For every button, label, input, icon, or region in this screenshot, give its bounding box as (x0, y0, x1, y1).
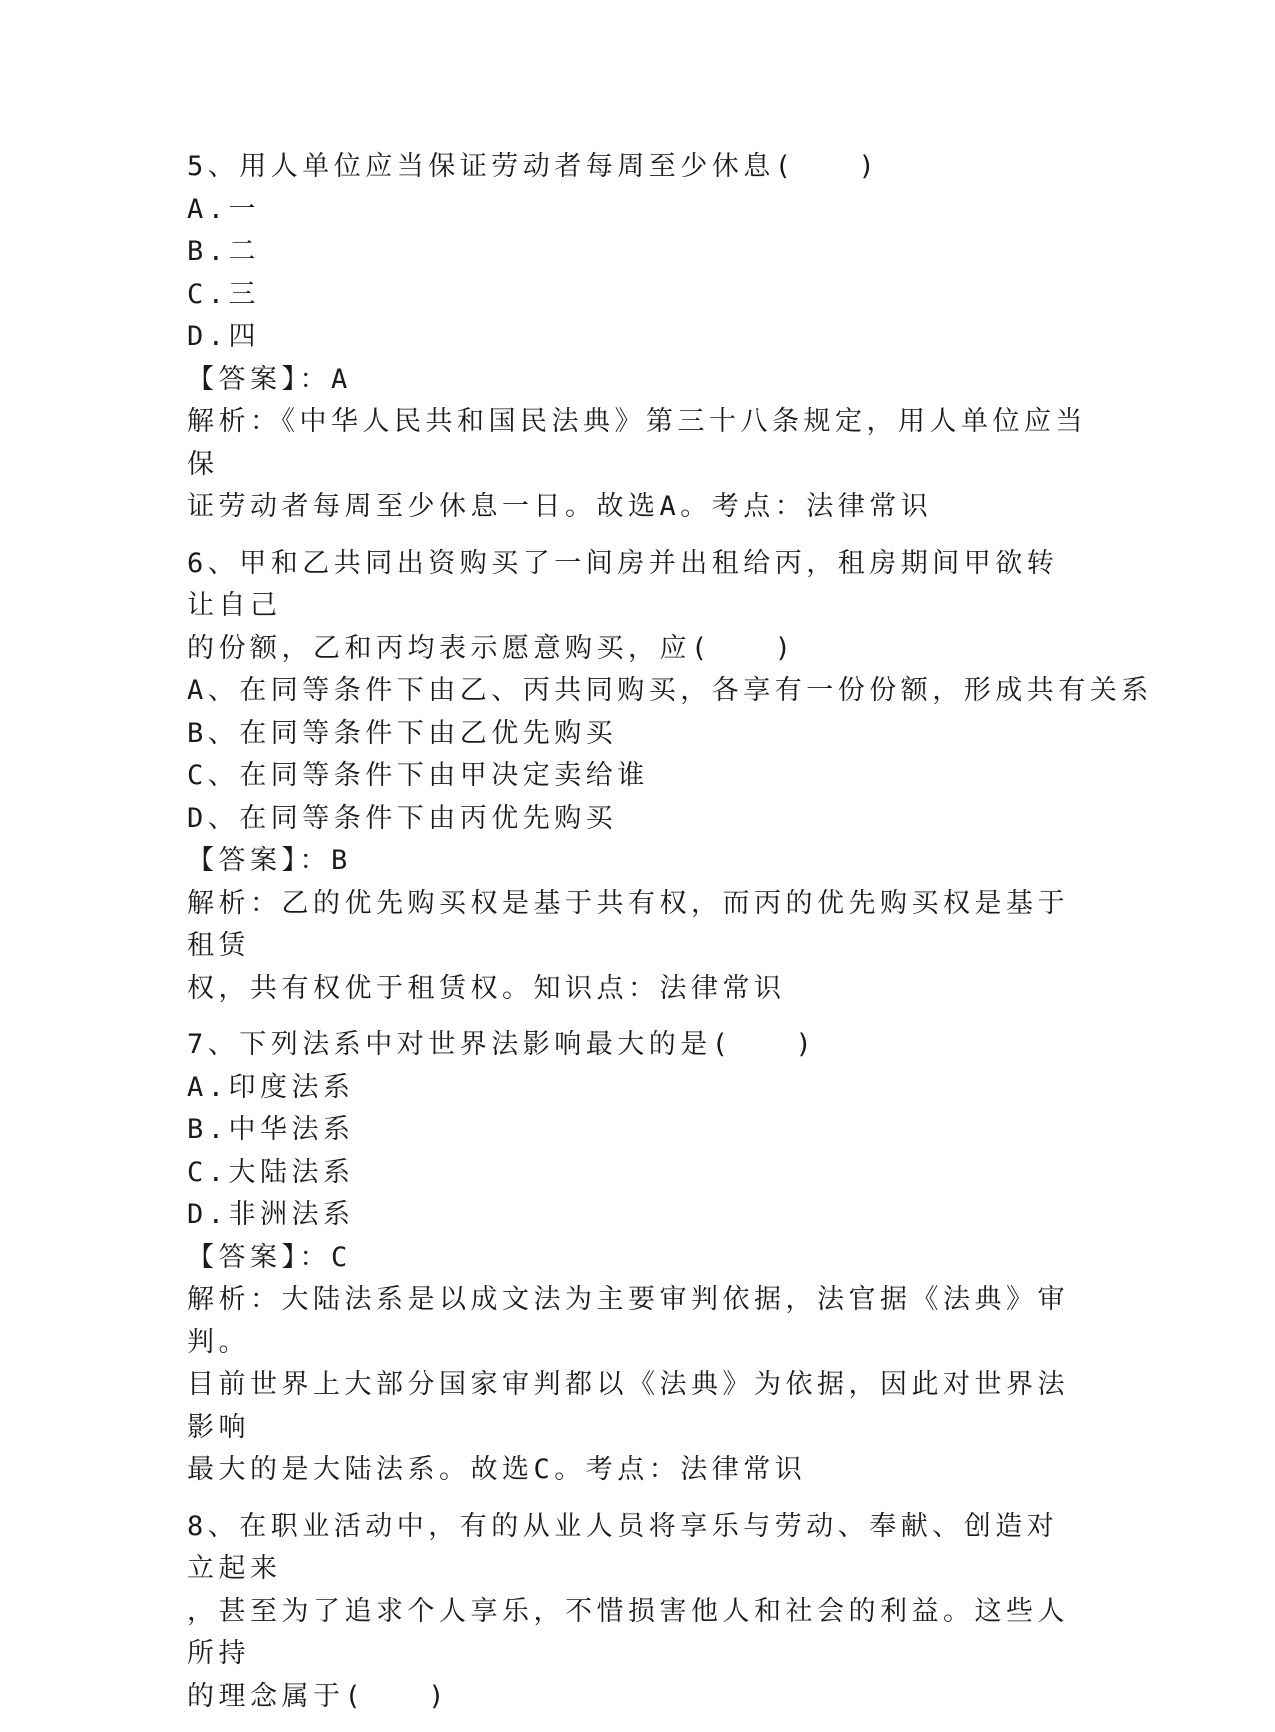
option-b: B.二 (187, 236, 261, 267)
option-b: B.中华法系 (187, 1114, 355, 1145)
option-c: C.大陆法系 (187, 1156, 355, 1188)
option-c: C、在同等条件下由甲决定卖给谁 (187, 760, 649, 791)
explanation-line: 解析：大陆法系是以成文法为主要审判依据，法官据《法典》审判。 (187, 1284, 1069, 1358)
explanation-line: 权，共有权优于租赁权。知识点：法律常识 (187, 972, 786, 1004)
question-7 (187, 1024, 1087, 1492)
option-a: A.印度法系 (187, 1071, 355, 1103)
explanation-line: 证劳动者每周至少休息一日。故选A。考点：法律常识 (187, 491, 933, 522)
question-6 (187, 543, 1153, 1011)
option-c: C.三 (187, 278, 261, 310)
option-d: D.四 (187, 321, 261, 352)
option-b: B、在同等条件下由乙优先购买 (187, 717, 618, 749)
question-stem-line: ，甚至为了追求个人享乐，不惜损害他人和社会的利益。这些人所持 (187, 1595, 1069, 1669)
explanation-line: 解析：《中华人民共和国民法典》第三十八条规定，用人单位应当保 (187, 406, 1087, 480)
question-stem-line: 8、在职业活动中，有的从业人员将享乐与劳动、奉献、创造对立起来 (187, 1510, 1059, 1584)
explanation-line: 最大的是大陆法系。故选C。考点：法律常识 (187, 1454, 807, 1485)
question-stem-line: 5、用人单位应当保证劳动者每周至少休息( ) (187, 151, 880, 182)
document-page (187, 146, 1153, 1732)
answer-line: 【答案】：A (187, 363, 352, 395)
question-stem-line: 的份额，乙和丙均表示愿意购买，应( ) (187, 632, 796, 664)
explanation-line: 解析：乙的优先购买权是基于共有权，而丙的优先购买权是基于租赁 (187, 887, 1069, 961)
option-d: D、在同等条件下由丙优先购买 (187, 802, 618, 834)
question-stem-line: 的理念属于( ) (187, 1680, 450, 1712)
answer-line: 【答案】：B (187, 845, 352, 876)
answer-line: 【答案】：C (187, 1241, 352, 1273)
option-a: A.一 (187, 193, 261, 225)
question-stem-line: 6、甲和乙共同出资购买了一间房并出租给丙，租房期间甲欲转让自己 (187, 547, 1059, 621)
option-d: D.非洲法系 (187, 1199, 355, 1230)
question-stem-line: 7、下列法系中对世界法影响最大的是( ) (187, 1029, 817, 1060)
option-a: A、在同等条件下由乙、丙共同购买，各享有一份份额，形成共有关系 (187, 675, 1153, 706)
question-8 (187, 1506, 1087, 1719)
question-5 (187, 146, 1087, 529)
explanation-line: 目前世界上大部分国家审判都以《法典》为依据，因此对世界法影响 (187, 1369, 1069, 1443)
